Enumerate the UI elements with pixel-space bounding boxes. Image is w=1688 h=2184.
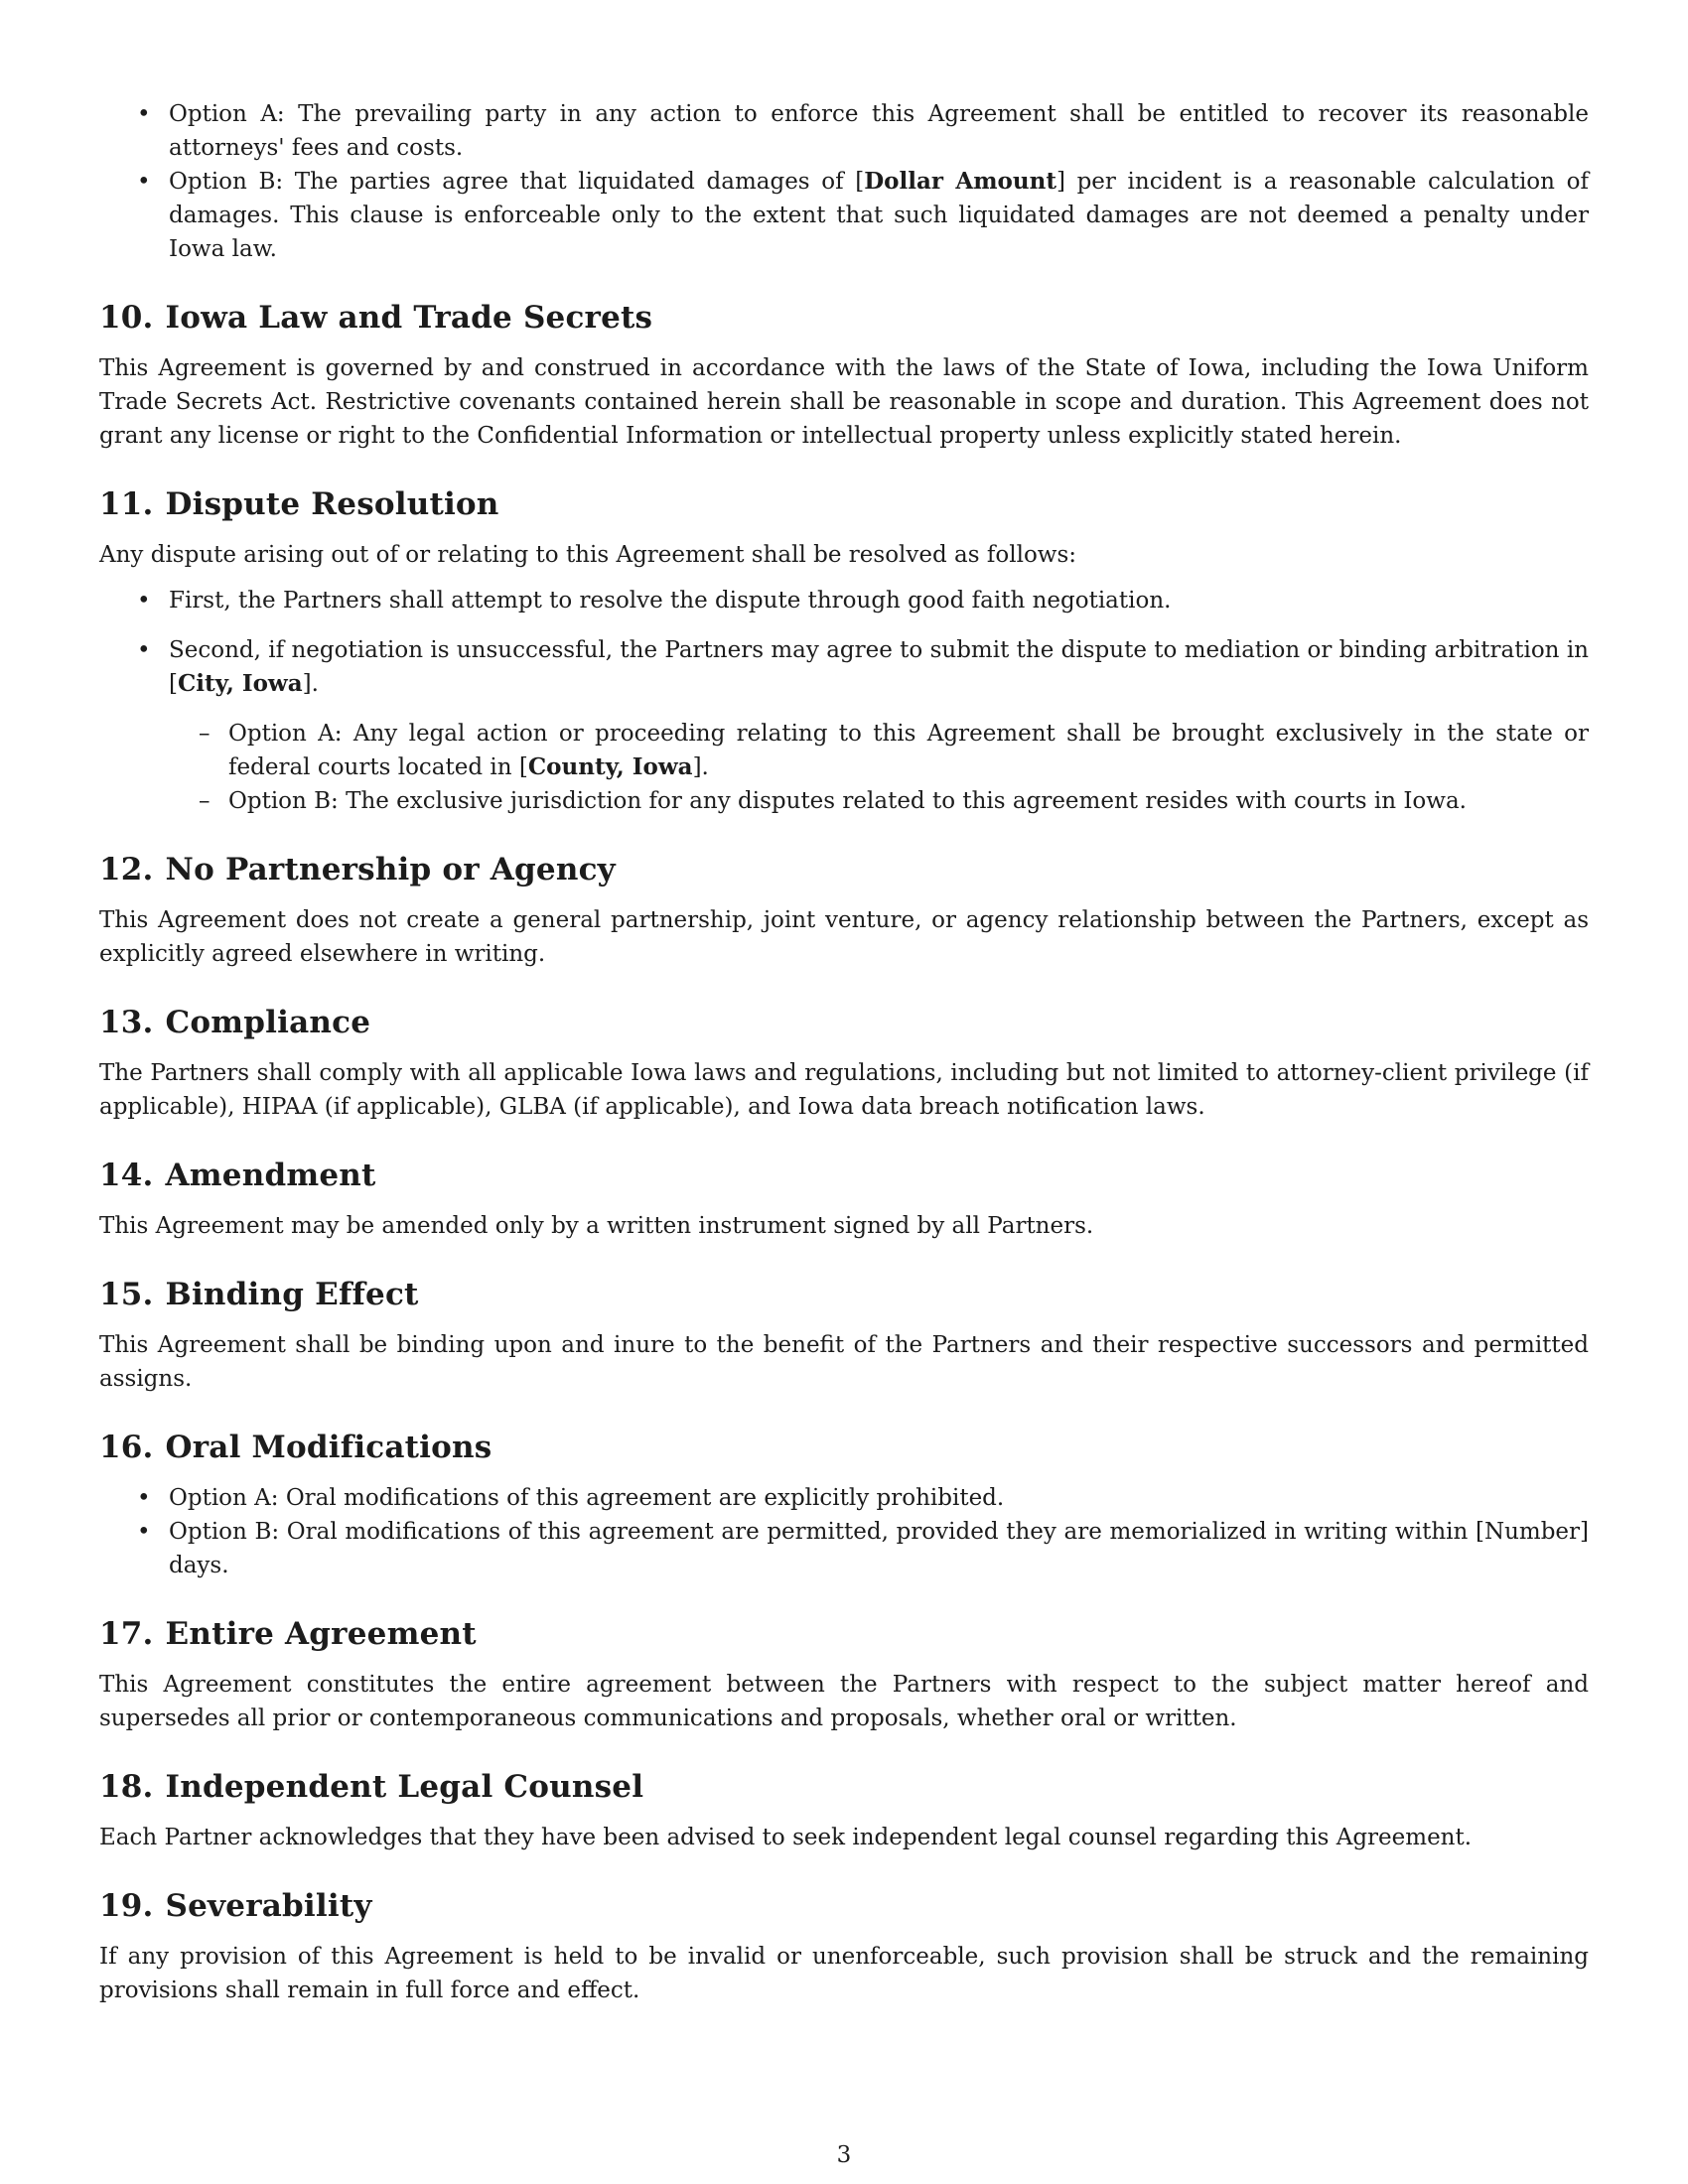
section-12	[99, 850, 1589, 971]
section-title: Amendment	[165, 1158, 376, 1193]
page-number: 3	[836, 2142, 852, 2168]
section-title: Entire Agreement	[165, 1616, 477, 1652]
remedies-options-list	[99, 97, 1589, 266]
section-body: This Agreement is governed by and construed in accordance with the laws of the State of Iowa, including the Iowa Uniform Trade Secrets Act. Restrictive covenants contained herein shall be reasonable in scope and duration. This Agreement does not grant any license or right to the Confidential Information or intellectual property unless explicitly stated herein.	[99, 355, 1589, 449]
section-number: 16.	[99, 1430, 154, 1465]
section-body: Each Partner acknowledges that they have been advised to seek independent legal counsel regarding this Agreement.	[99, 1825, 1473, 1850]
section-10	[99, 298, 1589, 453]
section-15	[99, 1275, 1589, 1396]
section-title: Severability	[165, 1888, 372, 1924]
section-number: 17.	[99, 1616, 154, 1652]
section-number: 10.	[99, 300, 154, 336]
placeholder-county-iowa: County, Iowa	[527, 753, 693, 780]
step-text: First, the Partners shall attempt to resolve the dispute through good faith negotiation.	[169, 588, 1172, 614]
dispute-steps-list	[99, 584, 1589, 818]
section-heading	[99, 1767, 1589, 1807]
dispute-step-second	[99, 633, 1589, 818]
section-title: No Partnership or Agency	[165, 852, 616, 887]
section-heading	[99, 484, 1589, 524]
oral-modification-option-b	[99, 1515, 1589, 1582]
section-heading	[99, 1614, 1589, 1654]
section-body: This Agreement may be amended only by a written instrument signed by all Partners.	[99, 1213, 1094, 1239]
section-13	[99, 1003, 1589, 1124]
section-number: 19.	[99, 1888, 154, 1924]
section-heading	[99, 1003, 1589, 1042]
section-body: This Agreement constitutes the entire agreement between the Partners with respect to the subject matter hereof and supersedes all prior or contemporaneous communications and proposals, whether oral or written.	[99, 1672, 1589, 1731]
section-intro: Any dispute arising out of or relating to this Agreement shall be resolved as follows:	[99, 542, 1077, 568]
section-16	[99, 1428, 1589, 1582]
section-title: Iowa Law and Trade Secrets	[165, 300, 653, 336]
section-number: 11.	[99, 486, 154, 522]
section-body: This Agreement does not create a general partnership, joint venture, or agency relationship between the Partners, except as explicitly agreed elsewhere in writing.	[99, 907, 1589, 967]
section-number: 12.	[99, 852, 154, 887]
section-number: 14.	[99, 1158, 154, 1193]
section-heading	[99, 850, 1589, 889]
placeholder-city-iowa: City, Iowa	[177, 670, 303, 697]
section-18	[99, 1767, 1589, 1854]
option-text: ] per incident is a reasonable calculation of damages. This clause is enforceable only to the extent that such liquidated damages are not deemed a penalty under Iowa law.	[169, 169, 1589, 262]
section-19	[99, 1886, 1589, 2007]
section-title: Compliance	[165, 1005, 371, 1040]
section-17	[99, 1614, 1589, 1735]
section-title: Independent Legal Counsel	[165, 1769, 644, 1805]
oral-modification-option-a	[99, 1481, 1589, 1515]
section-body: If any provision of this Agreement is held to be invalid or unenforceable, such provision shall be struck and the remaining provisions shall remain in full force and effect.	[99, 1944, 1589, 2003]
oral-modification-options-list	[99, 1481, 1589, 1582]
page-content	[99, 97, 1589, 2007]
section-11	[99, 484, 1589, 818]
section-body: This Agreement shall be binding upon and inure to the benefit of the Partners and their respective successors and permitted assigns.	[99, 1332, 1589, 1392]
section-heading	[99, 1275, 1589, 1314]
section-number: 13.	[99, 1005, 154, 1040]
option-text: Option A: Any legal action or proceeding relating to this Agreement shall be brought exclusively in the state or federal courts located in [	[228, 721, 1589, 780]
option-text: ].	[692, 754, 709, 780]
jurisdiction-option-a	[169, 717, 1589, 784]
step-text: Second, if negotiation is unsuccessful, the Partners may agree to submit the dispute to mediation or binding arbitration in [	[169, 637, 1589, 697]
section-title: Binding Effect	[165, 1277, 419, 1312]
section-heading	[99, 1156, 1589, 1195]
remedies-option-b	[99, 165, 1589, 266]
remedies-option-a	[99, 97, 1589, 165]
section-heading	[99, 1886, 1589, 1926]
section-number: 18.	[99, 1769, 154, 1805]
step-text: ].	[302, 671, 319, 697]
placeholder-dollar-amount: Dollar Amount	[864, 168, 1056, 195]
option-text: Option B: The exclusive jurisdiction for any disputes related to this agreement resides with courts in Iowa.	[228, 788, 1467, 814]
jurisdiction-options-list	[169, 717, 1589, 818]
option-text: Option B: Oral modifications of this agreement are permitted, provided they are memorialized in writing within [Number] days.	[169, 1519, 1589, 1578]
section-14	[99, 1156, 1589, 1243]
section-body: The Partners shall comply with all applicable Iowa laws and regulations, including but not limited to attorney-client privilege (if applicable), HIPAA (if applicable), GLBA (if applicable), and Iowa data breach notification laws.	[99, 1060, 1589, 1120]
option-text: Option B: The parties agree that liquidated damages of [	[169, 169, 865, 195]
section-title: Oral Modifications	[165, 1430, 492, 1465]
option-text: Option A: Oral modifications of this agreement are explicitly prohibited.	[169, 1485, 1005, 1511]
jurisdiction-option-b	[169, 784, 1589, 818]
option-text: Option A: The prevailing party in any action to enforce this Agreement shall be entitled to recover its reasonable attorneys' fees and costs.	[169, 101, 1589, 161]
section-heading	[99, 298, 1589, 338]
dispute-step-first	[99, 584, 1589, 617]
section-heading	[99, 1428, 1589, 1467]
section-title: Dispute Resolution	[165, 486, 499, 522]
section-number: 15.	[99, 1277, 154, 1312]
